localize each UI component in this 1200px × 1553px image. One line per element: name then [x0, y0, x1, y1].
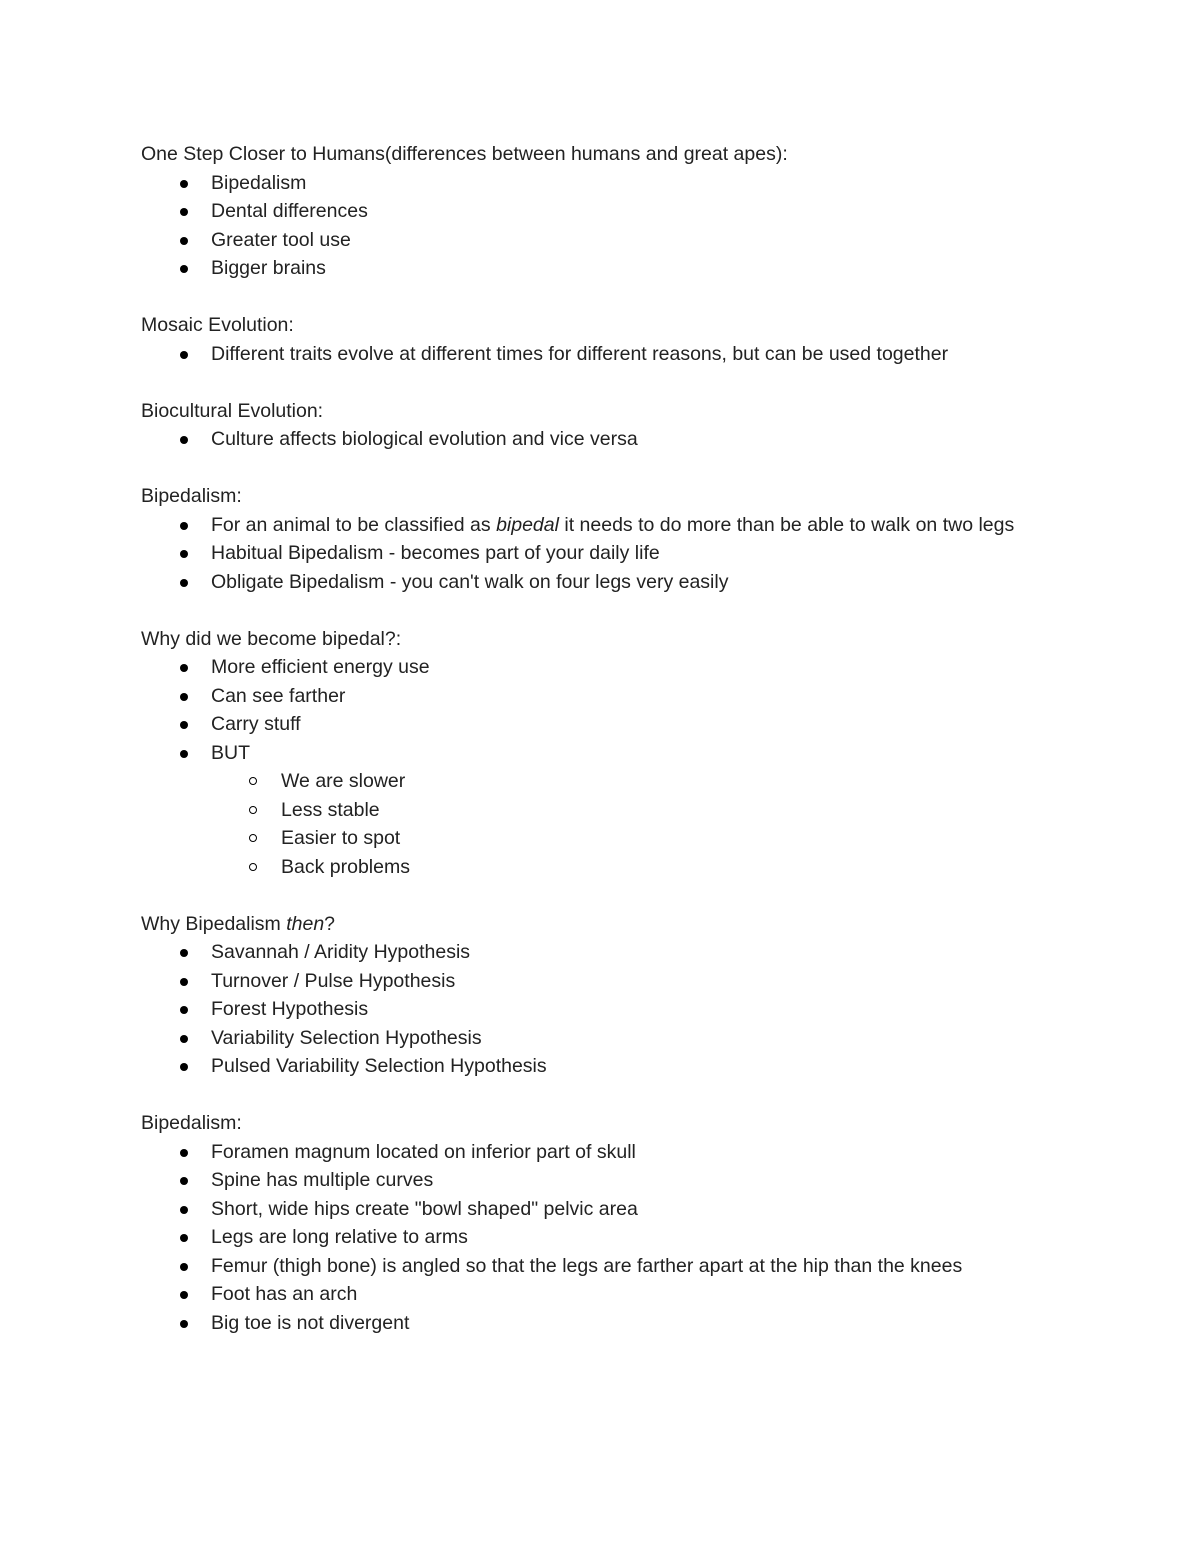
section-heading: One Step Closer to Humans(differences between humans and great apes):	[141, 143, 788, 165]
italic-term: bipedal	[496, 513, 559, 536]
section-why-bipedal	[141, 625, 1071, 882]
list-item: Foramen magnum located on inferior part of skull	[211, 1138, 1071, 1167]
section-bipedalism-definition	[141, 482, 1071, 596]
heading-text: Why Bipedalism	[141, 912, 287, 935]
list-item: Legs are long relative to arms	[211, 1223, 1071, 1252]
sub-list-item: We are slower	[281, 767, 1071, 796]
bullet-list	[141, 169, 1071, 283]
list-item: Can see farther	[211, 682, 1071, 711]
list-item: Variability Selection Hypothesis	[211, 1024, 1071, 1053]
list-item: Turnover / Pulse Hypothesis	[211, 967, 1071, 996]
list-item: Big toe is not divergent	[211, 1309, 1071, 1338]
bullet-list	[141, 511, 1071, 597]
bullet-list	[141, 340, 1071, 369]
list-item: Savannah / Aridity Hypothesis	[211, 938, 1071, 967]
list-item: Carry stuff	[211, 710, 1071, 739]
list-item: Short, wide hips create "bowl shaped" pelvic area	[211, 1195, 1071, 1224]
sub-list-item: Less stable	[281, 796, 1071, 825]
list-item: More efficient energy use	[211, 653, 1071, 682]
list-item: Femur (thigh bone) is angled so that the legs are farther apart at the hip than the knees	[211, 1252, 1071, 1281]
sub-bullet-list	[211, 767, 1071, 881]
sub-list-item: Back problems	[281, 853, 1071, 882]
section-human-differences	[141, 140, 1071, 283]
list-item: Pulsed Variability Selection Hypothesis	[211, 1052, 1071, 1081]
bullet-list	[141, 653, 1071, 881]
list-item	[211, 739, 1071, 882]
list-item: Forest Hypothesis	[211, 995, 1071, 1024]
section-heading: Biocultural Evolution:	[141, 399, 324, 422]
section-mosaic-evolution	[141, 311, 1071, 368]
bullet-list	[141, 1138, 1071, 1338]
section-why-then	[141, 910, 1071, 1081]
section-heading: Bipedalism:	[141, 485, 242, 507]
list-item: Bipedalism	[211, 169, 1071, 198]
bullet-list	[141, 425, 1071, 454]
list-item: Bigger brains	[211, 254, 1071, 283]
section-heading: Why did we become bipedal?:	[141, 627, 402, 650]
section-bipedalism-traits	[141, 1109, 1071, 1337]
italic-term: then	[286, 912, 325, 935]
heading-text: ?	[324, 912, 336, 935]
section-heading	[141, 910, 1071, 939]
list-item: Spine has multiple curves	[211, 1166, 1071, 1195]
section-biocultural-evolution	[141, 397, 1071, 454]
section-heading: Bipedalism:	[141, 1112, 242, 1134]
list-item-text: For an animal to be classified as	[211, 513, 497, 536]
list-item-text: BUT	[211, 741, 250, 764]
sub-list-item: Easier to spot	[281, 824, 1071, 853]
document-page	[141, 140, 1071, 1366]
bullet-list	[141, 938, 1071, 1081]
list-item: Dental differences	[211, 197, 1071, 226]
list-item: Greater tool use	[211, 226, 1071, 255]
list-item: Different traits evolve at different times for different reasons, but can be used together	[211, 340, 1071, 369]
list-item-text: it needs to do more than be able to walk on two legs	[558, 513, 1015, 536]
list-item: Foot has an arch	[211, 1280, 1071, 1309]
list-item: Culture affects biological evolution and vice versa	[211, 425, 1071, 454]
section-heading: Mosaic Evolution:	[141, 314, 294, 336]
list-item: Obligate Bipedalism - you can't walk on four legs very easily	[211, 568, 1071, 597]
list-item: Habitual Bipedalism - becomes part of your daily life	[211, 539, 1071, 568]
list-item	[211, 511, 1071, 540]
